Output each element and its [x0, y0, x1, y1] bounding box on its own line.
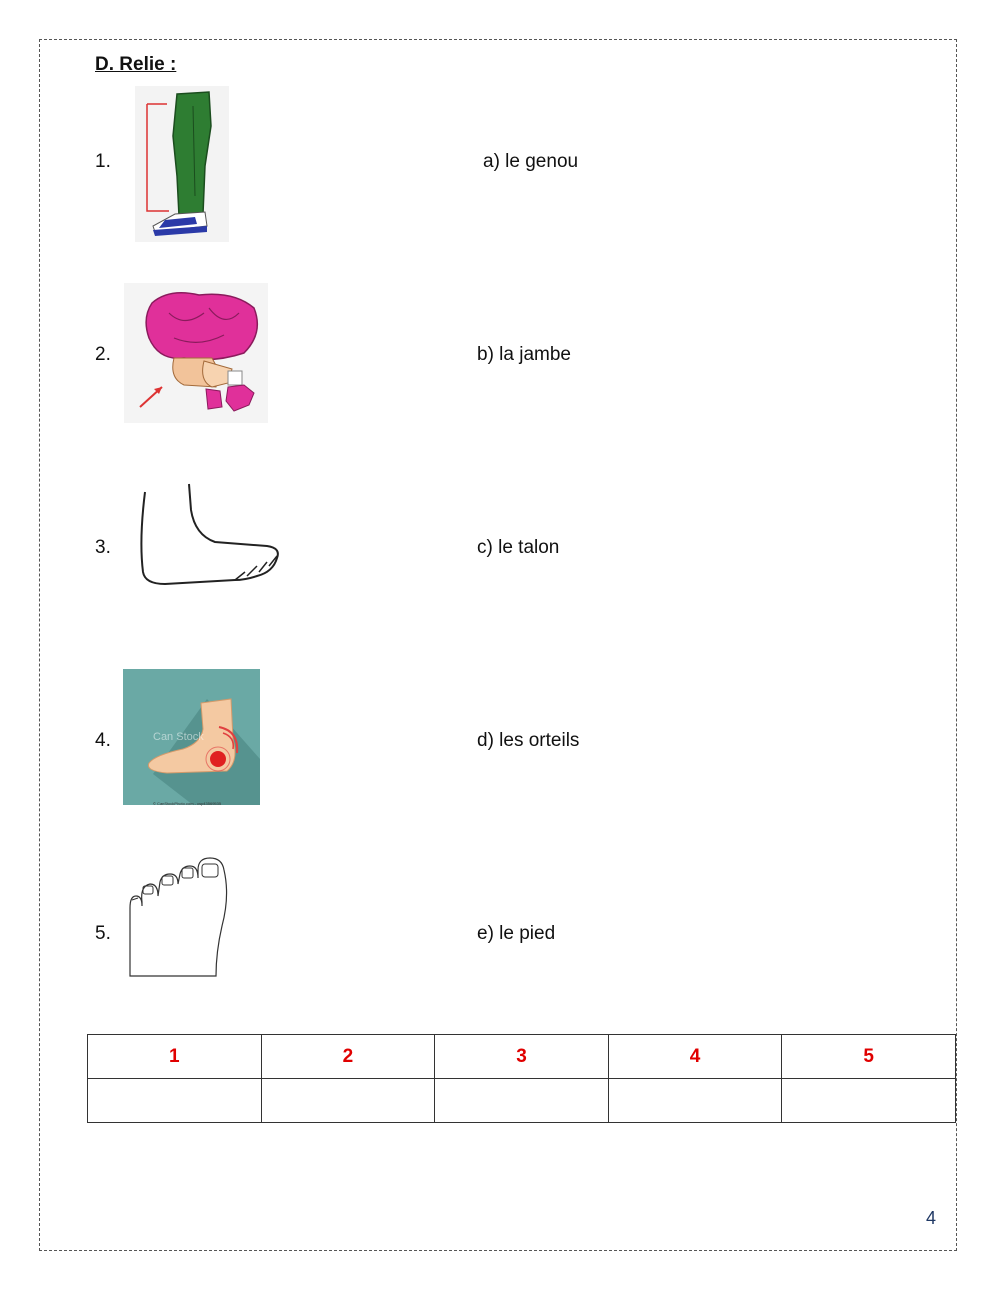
- image-credit: © CanStockPhoto.com - csp43569535: [153, 801, 222, 806]
- item-number-1: 1.: [95, 151, 111, 172]
- option-e: e) le pied: [477, 923, 556, 944]
- item-number-5: 5.: [95, 923, 111, 944]
- page-number: 4: [926, 1208, 937, 1228]
- image-watermark: Can Stock: [153, 731, 204, 743]
- leg-icon: [135, 86, 229, 242]
- option-d: d) les orteils: [477, 730, 580, 751]
- option-b: b) la jambe: [477, 344, 571, 365]
- toes-icon: [126, 856, 230, 980]
- heel-pain-icon: [123, 669, 260, 809]
- answer-table-answer-row: [88, 1079, 956, 1123]
- item-number-3: 3.: [95, 537, 111, 558]
- answer-header-5: 5: [782, 1035, 956, 1079]
- answer-cell-4[interactable]: [608, 1079, 782, 1123]
- answer-cell-3[interactable]: [435, 1079, 609, 1123]
- answer-cell-1[interactable]: [88, 1079, 262, 1123]
- item-number-2: 2.: [95, 344, 111, 365]
- answer-table-header-row: [88, 1035, 956, 1079]
- knee-icon: [124, 283, 268, 423]
- section-title: D. Relie :: [95, 54, 177, 75]
- foot-outline-icon: [135, 480, 285, 590]
- option-c: c) le talon: [477, 537, 560, 558]
- answer-header-4: 4: [608, 1035, 782, 1079]
- answer-cell-5[interactable]: [782, 1079, 956, 1123]
- answer-table: [87, 1034, 956, 1123]
- option-a: a) le genou: [483, 151, 579, 172]
- answer-header-1: 1: [88, 1035, 262, 1079]
- answer-header-2: 2: [261, 1035, 435, 1079]
- item-number-4: 4.: [95, 730, 111, 751]
- answer-header-3: 3: [435, 1035, 609, 1079]
- answer-cell-2[interactable]: [261, 1079, 435, 1123]
